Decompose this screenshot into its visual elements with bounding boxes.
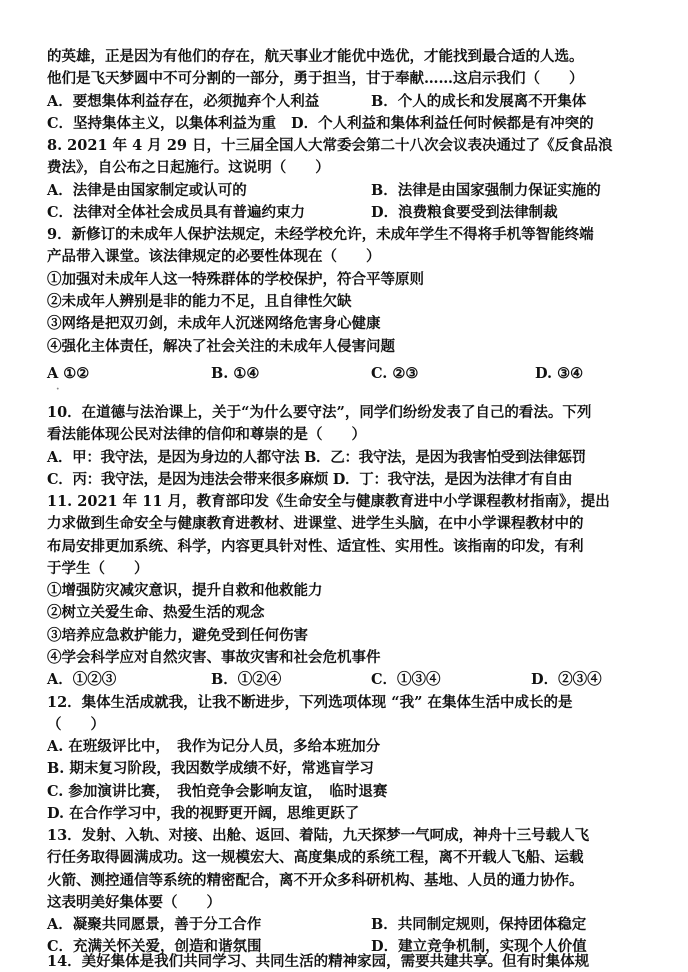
q12-option-a: A. 在班级评比中， 我作为记分人员，多给本班加分 [47,738,381,755]
q11-option-d: D．②③④ [531,671,602,688]
q8-option-c: C．法律对全体社会成员具有普遍约束力 [47,204,306,221]
q11-option-a: A．①②③ [47,671,117,688]
q13-stem-line3: 火箭、测控通信等系统的精密配合，离不开众多科研机构、基地、人员的通力协作。 [47,872,584,889]
q12-stem-line1: 12．集体生活成就我，让我不断进步，下列选项体现 “我” 在集体生活中成长的是 [47,694,573,711]
q11-option-c: C．①③④ [371,671,441,688]
q9-stem-line2: 产品带入课堂。该法律规定的必要性体现在（ ） [47,248,381,265]
q13-stem-line1: 13．发射、入轨、对接、出舱、返回、着陆，九天探梦一气呵成，神舟十三号载人飞 [47,827,590,844]
q7-option-d: D．个人利益和集体利益任何时候都是有冲突的 [291,115,594,132]
q8-stem-line2: 费法》，自公布之日起施行。这说明（ ） [47,159,330,176]
q13-option-b: B．共同制定规则，保持团体稳定 [371,916,587,933]
q13-option-a: A．凝聚共同愿景，善于分工合作 [47,916,262,933]
q10-stem-line2: 看法能体现公民对法律的信仰和尊崇的是（ ） [47,426,366,443]
q11-stem-line3: 布局安排更加系统、科学，内容更具针对性、适宜性、实用性。该指南的印发，有利 [47,538,584,555]
q11-option-b: B．①②④ [211,671,282,688]
q11-item-1: ①增强防灾减灾意识，提升自救和他救能力 [47,582,323,599]
q8-option-b: B．法律是由国家强制力保证实施的 [371,182,601,199]
q8-stem-line1: 8. 2021 年 4 月 29 日，十三届全国人大常委会第二十八次会议表决通过了《反食品浪 [47,137,613,154]
q10-options-ab: A．甲：我守法，是因为身边的人都守法 B．乙：我守法，是因为我害怕受到法律惩罚 [47,449,586,466]
q13-stem-line4: 这表明美好集体要（ ） [47,894,221,911]
q9-option-d: D. ③④ [535,365,584,382]
q9-item-2: ②未成年人辨别是非的能力不足，且自律性欠缺 [47,293,352,310]
q12-stem-line2: （ ） [47,716,105,733]
q8-option-d: D．浪费粮食要受到法律制裁 [371,204,558,221]
q11-stem-line1: 11. 2021 年 11 月，教育部印发《生命安全与健康教育进中小学课程教材指南》，提出 [47,493,610,510]
q10-stem-line1: 10．在道德与法治课上，关于“为什么要守法”，同学们纷纷发表了自己的看法。下列 [47,404,592,421]
q9-option-c: C. ②③ [371,365,419,382]
q11-stem-line4: 于学生（ ） [47,560,149,577]
q7-option-b: B．个人的成长和发展离不开集体 [371,93,587,110]
q9-option-b: B. ①④ [211,365,260,382]
q14-stem-line1: 14．美好集体是我们共同学习、共同生活的精神家园，需要共建共享。但有时集体规 [47,953,590,970]
q11-item-3: ③培养应急救护能力，避免受到任何伤害 [47,627,308,644]
q7-option-a: A．要想集体利益存在，必须抛弃个人利益 [47,93,320,110]
q7-option-c: C．坚持集体主义，以集体利益为重 [47,115,277,132]
q9-item-1: ①加强对未成年人这一特殊群体的学校保护，符合平等原则 [47,271,424,288]
stray-dot: · [56,384,60,395]
q10-options-cd: C．丙：我守法，是因为违法会带来很多麻烦 D．丁：我守法，是因为法律才有自由 [47,471,573,488]
q11-stem-line2: 力求做到生命安全与健康教育进教材、进课堂、进学生头脑，在中小学课程教材中的 [47,515,584,532]
q13-stem-line2: 行任务取得圆满成功。这一规模宏大、高度集成的系统工程，离不开载人飞船、运载 [47,849,584,866]
q7-stem-line2: 他们是飞天梦圆中不可分割的一部分，勇于担当，甘于奉献……这启示我们（ ） [47,70,584,87]
q7-stem-line1: 的英雄，正是因为有他们的存在，航天事业才能优中选优，才能找到最合适的人选。 [47,48,584,65]
q11-item-2: ②树立关爱生命、热爱生活的观念 [47,604,265,621]
q9-stem-line1: 9．新修订的未成年人保护法规定，未经学校允许，未成年学生不得将手机等智能终端 [47,226,594,243]
q9-item-3: ③网络是把双刃剑，未成年人沉迷网络危害身心健康 [47,315,381,332]
q9-item-4: ④强化主体责任，解决了社会关注的未成年人侵害问题 [47,338,395,355]
q11-item-4: ④学会科学应对自然灾害、事故灾害和社会危机事件 [47,649,381,666]
q12-option-d: D. 在合作学习中，我的视野更开阔，思维更跃了 [47,805,360,822]
q12-option-c: C. 参加演讲比赛， 我怕竞争会影响友谊， 临时退赛 [47,783,388,800]
q13-option-c: C．充满关怀关爱，创造和谐氛围 [47,938,262,955]
q9-option-a: A ①② [47,365,90,382]
q12-option-b: B. 期末复习阶段，我因数学成绩不好，常逃盲学习 [47,760,374,777]
q8-option-a: A．法律是由国家制定或认可的 [47,182,247,199]
q13-option-d: D．建立竞争机制，实现个人价值 [371,938,587,955]
